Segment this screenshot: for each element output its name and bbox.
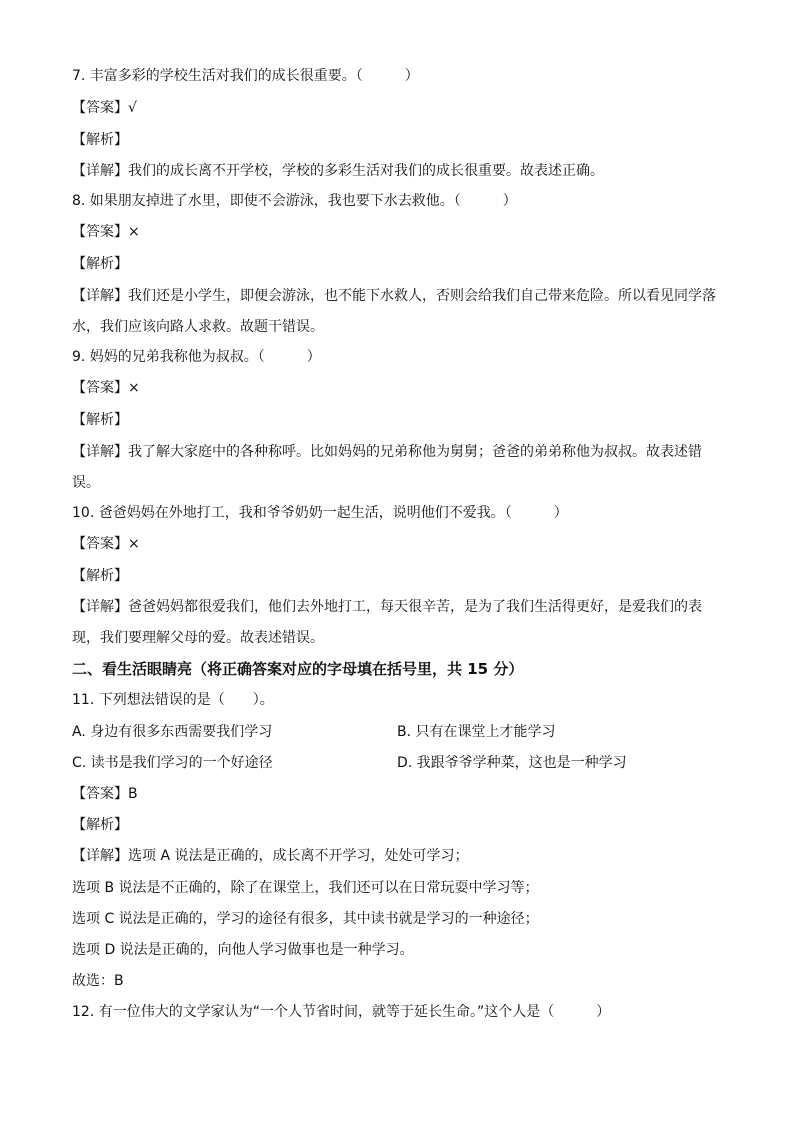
option-a: A. 身边有很多东西需要我们学习 (72, 724, 273, 740)
detail-7: 【详解】我们的成长离不开学校，学校的多彩生活对我们的成长很重要。故表述正确。 (72, 163, 604, 179)
answer-9: 【答案】× (72, 380, 140, 396)
question-8: 8. 如果朋友掉进了水里，即使不会游泳，我也要下水去救他。（ ） (72, 193, 517, 209)
detail-11-line-2: 选项 B 说法是不正确的，除了在课堂上，我们还可以在日常玩耍中学习等； (72, 880, 539, 896)
detail-10-line-1: 【详解】爸爸妈妈都很爱我们，他们去外地打工，每天很辛苦，是为了我们生活得更好，是爱我们的表 (72, 599, 702, 615)
section-2-heading: 二、看生活眼睛亮（将正确答案对应的字母填在括号里，共 15 分） (72, 660, 524, 678)
option-c: C. 读书是我们学习的一个好途径 (72, 755, 273, 771)
option-b: B. 只有在课堂上才能学习 (397, 724, 556, 740)
analysis-label-8: 【解析】 (72, 256, 128, 272)
detail-9-line-1: 【详解】我了解大家庭中的各种称呼。比如妈妈的兄弟称他为舅舅；爸爸的弟弟称他为叔叔。故表述错 (72, 444, 702, 460)
analysis-label-10: 【解析】 (72, 568, 128, 584)
question-12: 12. 有一位伟大的文学家认为“一个人节省时间，就等于延长生命。”这个人是（ ） (72, 1004, 611, 1020)
detail-9-line-2: 误。 (72, 475, 100, 491)
question-10: 10. 爸爸妈妈在外地打工，我和爷爷奶奶一起生活，说明他们不爱我。（ ） (72, 505, 568, 521)
analysis-label-11: 【解析】 (72, 817, 128, 833)
analysis-label-9: 【解析】 (72, 412, 128, 428)
answer-10: 【答案】× (72, 536, 140, 552)
answer-8: 【答案】× (72, 224, 140, 240)
detail-11-line-1: 【详解】选项 A 说法是正确的，成长离不开学习，处处可学习； (72, 848, 469, 864)
answer-11: 【答案】B (72, 786, 138, 802)
answer-7: 【答案】√ (72, 100, 137, 116)
detail-8-line-1: 【详解】我们还是小学生，即便会游泳，也不能下水救人，否则会给我们自己带来危险。所以看见同学落 (72, 288, 716, 304)
detail-11-line-4: 选项 D 说法是正确的，向他人学习做事也是一种学习。 (72, 942, 414, 958)
question-7: 7. 丰富多彩的学校生活对我们的成长很重要。（ ） (72, 68, 419, 84)
question-9: 9. 妈妈的兄弟我称他为叔叔。（ ） (72, 349, 321, 365)
detail-8-line-2: 水，我们应该向路人求救。故题干错误。 (72, 319, 324, 335)
analysis-label-7: 【解析】 (72, 132, 128, 148)
option-d: D. 我跟爷爷学种菜，这也是一种学习 (397, 755, 627, 771)
detail-10-line-2: 现，我们要理解父母的爱。故表述错误。 (72, 630, 324, 646)
detail-11-line-3: 选项 C 说法是正确的，学习的途径有很多，其中读书就是学习的一种途径； (72, 911, 539, 927)
conclusion-11: 故选：B (72, 973, 124, 989)
question-11: 11. 下列想法错误的是（ ）。 (72, 692, 274, 708)
